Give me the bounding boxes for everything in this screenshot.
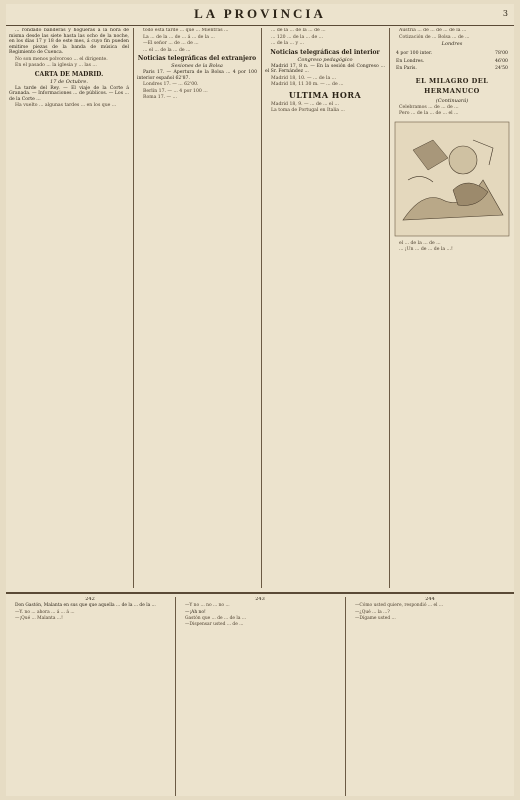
feuilleton-divider (6, 592, 514, 594)
paragraph: Pero ... de la ... de ... el ... (399, 111, 459, 116)
feuilleton-page-number: 243 (255, 597, 265, 602)
rate-label: En Londres. (396, 58, 425, 64)
rate-label: 4 por 100 inter. (396, 51, 433, 56)
section-subheading: (Continuará) (435, 97, 469, 104)
paragraph: —Y no ... no ... no ... (185, 603, 230, 609)
paragraph: Berlín 17. — ... 4 por 100 ... (143, 88, 208, 94)
engraving-illustration (393, 120, 511, 238)
paragraph: Ha vuelto ... algunas tardes ... en los que ... (15, 103, 117, 108)
section-heading: Noticias telegráficas del extranjero (137, 55, 257, 62)
feuilleton-column-2 (176, 597, 344, 796)
masthead (6, 4, 514, 26)
exchange-rates-table (393, 49, 511, 74)
table-row (395, 59, 509, 65)
paragraph: todo esta tarde ... que ... Mientras ... (143, 28, 229, 33)
paragraph: La tarde del Rey. — El viaje de la Corte á Granada. — Informaciones ... de públicos. — Los ... de la Corte ... (9, 85, 129, 102)
paragraph: ... rondado banderas y hogueras á la hora de misma desde las siete hasta las ocho de la noche, en los días 17 y 18 de este mes, á cuyo fin pueden emitirse piezas de la banda de música del Regimiento de Cuenca. (9, 28, 129, 55)
paragraph: —El señor ... de ... de ... (143, 41, 199, 46)
paragraph: No son menos polvoroso ... el dirigente. (15, 56, 108, 62)
paragraph: —Dígame usted ... (355, 615, 396, 621)
paragraph: En el pasado ... la iglesia y ... las ... (15, 63, 97, 68)
rate-value: 78'00 (495, 51, 508, 56)
paragraph: Austria ... de ... de ... de la ... (399, 28, 467, 33)
rate-label: En París. (396, 66, 417, 71)
paragraph: La ... de la ... de ... á ... de la ... (143, 34, 215, 40)
paragraph: —Y. no ... ahora ... á ... á ... (15, 609, 75, 615)
paragraph: Roma 17. — ... (143, 95, 177, 100)
paragraph: Paris 17. — Apertura de la Bolsa ... 4 por 100 interior español 62'87. (137, 70, 257, 81)
section-subheading: Sesiones de la Bolsa (171, 63, 223, 69)
table-row (395, 51, 509, 57)
paragraph: —¡Ah no! (185, 609, 206, 615)
paragraph: ... el ... de la ... de ... (143, 47, 191, 53)
paragraph: —Cómo usted quiere, respondió ... el ... (355, 603, 444, 609)
section-heading: Noticias telegráficas del interior (270, 48, 380, 56)
paragraph: ... de la ... de la ... de ... (271, 28, 326, 33)
newspaper-title: LA PROVINCIA (194, 6, 326, 21)
paragraph: Madrid 18, 10. — ... de la ... (271, 75, 337, 81)
paragraph: el ... de la ... de ... (399, 240, 441, 246)
section-heading: ULTIMA HORA (288, 89, 362, 100)
paragraph: Madrid 17, 8 n. — En la sesión del Congreso ... el Sr. Fernández ... (265, 63, 385, 74)
section-heading: CARTA DE MADRID. (34, 70, 104, 78)
page-number: 3 (502, 9, 508, 18)
table-row (395, 66, 509, 72)
paragraph: —Dispensar usted ... de ... (185, 622, 244, 628)
paragraph: Madrid 18, 11 30 m. — ... de ... (271, 82, 344, 87)
paragraph: —¡Qué ... Malanta ...! (15, 615, 63, 621)
paragraph: Celebramos ... de ... de ... (399, 104, 459, 110)
newspaper-page (6, 4, 514, 796)
paragraph: Madrid 18, 9. — ... de ... el ... (271, 101, 339, 107)
feuilleton-column-1 (6, 597, 174, 796)
paragraph: Gastón que ... de ... de la ... (185, 615, 247, 621)
section-date: 17 de Octubre. (50, 78, 88, 85)
feuilleton-page-number: 242 (85, 597, 95, 602)
upper-section (6, 28, 514, 588)
column-2 (134, 28, 260, 588)
paragraph: ... 120 ... de la ... de ... (271, 34, 324, 40)
column-4 (390, 28, 514, 588)
paragraph: —¿Qué ... la ...? (355, 609, 390, 615)
feuilleton-page-number: 244 (425, 597, 435, 602)
section-subheading: Congreso pedagógico (297, 56, 353, 63)
paragraph: Londres 17. — ... 62'00. (143, 82, 199, 87)
feuilleton-section (6, 597, 514, 796)
column-3 (262, 28, 388, 588)
paragraph: ... ¡Un ... de ... de la ...! (399, 247, 453, 252)
rates-title: Londres (441, 41, 463, 47)
column-1 (6, 28, 132, 588)
paragraph: La toma de Portugal en Italia ... (271, 108, 345, 113)
paragraph: ... de la ... y ... (271, 41, 304, 46)
rate-value: 46'00 (495, 58, 508, 64)
paragraph: Don Gastón, Malanta en sus que que aquella ... de la ... de la ... (15, 603, 156, 609)
paragraph: Cotización de ... Bolsa ... de ... (399, 34, 470, 40)
feuilleton-column-3 (346, 597, 514, 796)
section-heading: EL MILAGRO DEL HERMANUCO (415, 76, 489, 95)
rate-value: 24'50 (495, 66, 508, 71)
